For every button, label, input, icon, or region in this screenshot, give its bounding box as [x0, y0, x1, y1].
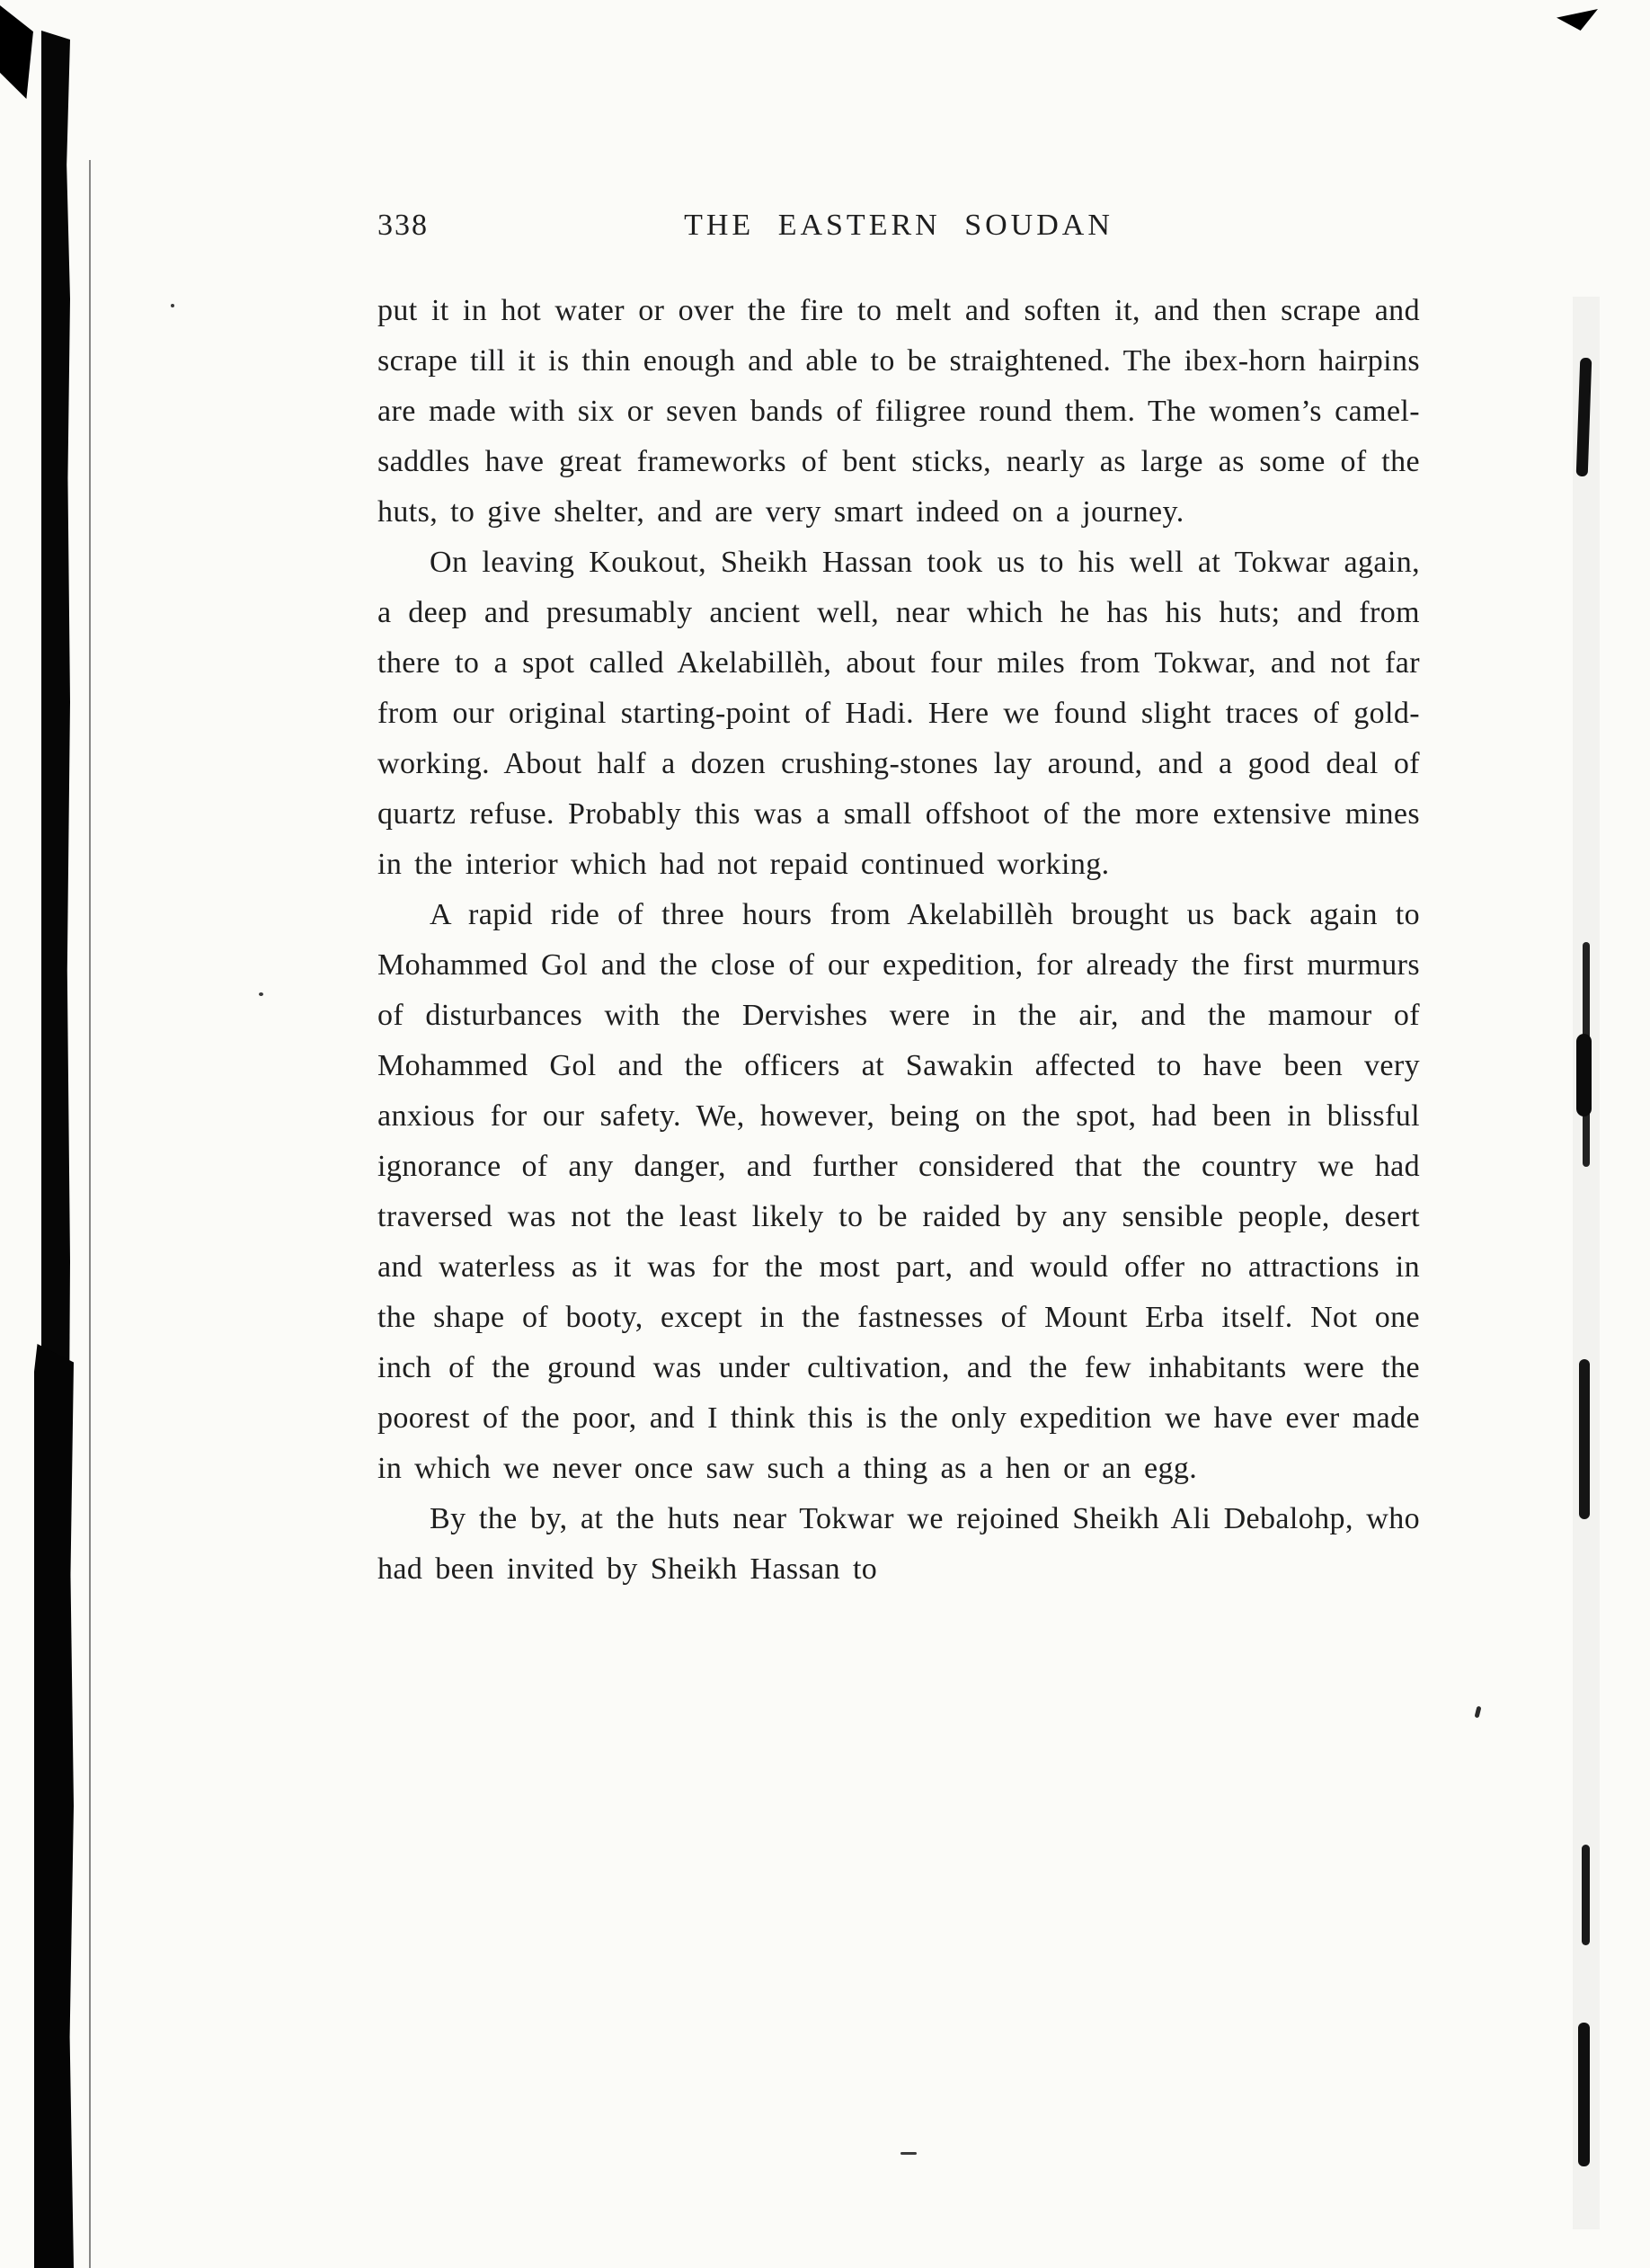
scan-artifact-right-mark	[1578, 2023, 1590, 2166]
paragraph: A rapid ride of three hours from Akelabillèh brought us back again to Mohammed Gol and the close of our expedition, for already the first murmurs of disturbances with the Dervishes were in the air, and the mamour of Mohammed Gol and the officers at Sawakin affected to have been very anxious for our safety. We, however, being on the spot, had been in blissful ignorance of any danger, and further considered that the country we had traversed was not the least likely to be raided by any sensible people, desert and waterless as it was for the most part, and would offer no attractions in the shape of booty, except in the fastnesses of Mount Erba itself. Not one inch of the ground was under cultivation, and the few inhabitants were the poorest of the poor, and I think this is the only expedition we have ever made in which we never once saw such a thing as a hen or an egg.	[377, 898, 1420, 1485]
paragraph: On leaving Koukout, Sheikh Hassan took us to his well at Tokwar again, a deep and presumably ancient well, near which he has his huts; and from there to a spot called Akelabillèh, about four miles from Tokwar, and not far from our original starting-point of Hadi. Here we found slight traces of gold-working. About half a dozen crushing-stones lay around, and a good deal of quartz refuse. Probably this was a small offshoot of the more extensive mines in the interior which had not repaid continued working.	[377, 546, 1420, 881]
scan-artifact-corner-blob	[0, 5, 38, 99]
running-title: THE EASTERN SOUDAN	[684, 209, 1113, 242]
scan-speckle	[900, 2152, 917, 2155]
scan-speckle	[171, 304, 174, 307]
scan-artifact-right-mark	[1576, 1034, 1592, 1116]
scan-artifact-top-right-flag	[1557, 9, 1598, 31]
body-text	[377, 286, 1420, 1595]
page-header	[377, 209, 1420, 252]
scan-artifact-right-mark	[1582, 1845, 1590, 1945]
scan-speckle	[259, 992, 263, 996]
scan-speckle	[1475, 1706, 1482, 1719]
scan-artifact-right-mark	[1579, 1359, 1590, 1519]
paragraph: put it in hot water or over the fire to melt and soften it, and then scrape and scrape till it is thin enough and able to be straightened. The ibex-horn hairpins are made with six or seven bands of filigree round them. The women’s camel-saddles have great frameworks of bent sticks, nearly as large as some of the huts, to give shelter, and are very smart indeed on a journey.	[377, 294, 1420, 529]
page-number: 338	[377, 209, 429, 242]
page-gutter-line	[89, 160, 91, 2268]
paragraph: By the by, at the huts near Tokwar we rejoined Sheikh Ali Debalohp, who had been invited by Sheikh Hassan to	[377, 1502, 1420, 1586]
scan-artifact-left-bar-lower	[34, 1344, 74, 2268]
text-block	[377, 209, 1420, 1595]
